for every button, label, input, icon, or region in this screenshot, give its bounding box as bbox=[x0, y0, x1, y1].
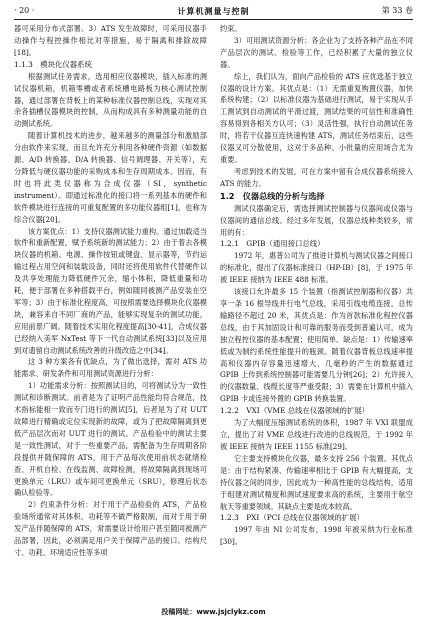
left-column-paragraph: 随着计算机技术的进步，越来越多的测量部分和激励部分由软件来实现，而且允许充分利用各种硬件资源（如数据源、A/D 转换器、D/A 转换器、信号调理器、开关等），充分降低与硬仪器功能的采购成本和生存周期成本。因而，有时也将此类仪器称为合成仪器（SI，synthetic instrument）。即通过标准化的接口将一系列基本的硬件和软件模块进行连接的可重复配置的多功能仪器组[1]，也称为综合仪器[20]。 bbox=[14, 131, 207, 224]
right-column-subsection-heading: 1.2.2 VXI（VME 总线在仪器领域的扩展） bbox=[220, 406, 370, 416]
right-column-paragraph: 1997 年由 NI 公司发布，1998 年被采纳为行业标准[30]。 bbox=[220, 525, 413, 547]
right-column-paragraph: 3）可用测试资源分析：各企业为了支持各种产品在不同产品层次的测试、检验等工作，已经积累了大量的独立仪器。 bbox=[220, 35, 413, 69]
left-column-paragraph: 1）功能需求分析：按照测试目的，可将测试分为一致性测试和诊断测试。前者是为了证明产品性能均符合规范，技术指标能相一致而专门进行的测试[5]，后者是为了对 UUT 故障进行精确或定位实现新的故障，或为了把故障隔离到更低产品层次而对 UUT 进行的测试。产品检验中的测试主要是一致性测试，对于一些重要产品，需配备为生存周期各阶段提供并随保障的 ATS，用于产品每次使用前状态就绪检查、开机自检、在线监测、故障检测，将故障隔离到现场可更换单元（LRU）或车间可更换单元（SRU），修理后状态确认检验等。 bbox=[14, 381, 207, 498]
left-column-paragraph: 器可采用分布式部署。3）ATS 发生故障时，可采用仪器手动操作与程控操作相比对等措施，易于隔离和排除故障[18]。 bbox=[14, 24, 207, 57]
left-column-paragraph: 该方案优点：1）支持仪器测试能力重构。通过加载适当软件和重新配置，赋予系统新的测试能力；2）由于着去各模块仪器的机箱、电源、操作按钮或键盘、显示器等，节约运输过程占用空间和装载设备，同时还将使用软件代替硬件以及共享处理能力降低硬件冗余，缩小体积，降低重量和功耗，便于部署在多种搭载平台，例如随同被测产品安装在空军等；3）由于标准化程度高，可按照需要选择模块化仪器模块，兼容来自不同厂商的产品，能够实现复杂的测试功能，应用前景广阔。随着技术实用化程度提高[30-41]，合成仪器已经纳入美军 NxTest 等下一代自动测试系统[33]以及应用到对遗留自动测试系统改善的升级改造之中[34]。 bbox=[14, 226, 207, 355]
left-column-paragraph: 2）约束条件分析：对于用于产品检验的 ATS，产品检验场所通常对其体积、功耗等不做严格限制，而对于用于研发产品伴随保障的 ATS，常需要设计给用户甚至随同被测产品部署，因此，必须满足用户关于保障产品的接口、结构尺寸、功耗、环境适应性等多项 bbox=[14, 500, 207, 557]
header-rule bbox=[14, 19, 413, 20]
right-column-paragraph: 测试仪器确定后，需选择测试控制器与仪器间或仪器与仪器间的通信总线。经过多年发展，仪器总线种类较多，常用的有： bbox=[220, 203, 413, 237]
left-column-subsection-heading: 1.1.3 模块化仪器系统 bbox=[14, 59, 92, 69]
right-column-paragraph: 它主要支持模块化仪器，最多支持 256 个装置。其优点是：由于结构紧凑、传输速率相比于 GPIB 有大幅提高，支持仪器之间的同步，因此成为一种高性能的总线结构，适用于组建对测试精度和测试速度要求高的系统，主要用于航空航天等重要领域。其缺点主要是成本较高。 bbox=[220, 453, 413, 511]
submission-url: 投稿网址：www.jsjclykz.com bbox=[161, 608, 266, 616]
left-column-paragraph: 根据测试任务需求，选用相应仪器模块，插入标准的测试仪器机箱，机箱零槽或者系统槽电路板为核心测试控制器，通过部署在背板上的某种标准仪器控制总线，实现对其余各插槽仪器模块的控制，从而构成具有多种测量功能的自动测试系统。 bbox=[14, 71, 207, 129]
right-column-subsection-heading: 1.2.1 GPIB（通用接口总线） bbox=[220, 239, 325, 249]
volume-label: 第 33 卷 bbox=[381, 6, 413, 15]
journal-title: 计算机测量与控制 bbox=[177, 6, 250, 16]
right-column-paragraph: 考虑到技术的发展，可在方案中留有合成仪器系统接入 ATS 的能力。 bbox=[220, 166, 413, 188]
running-header bbox=[14, 4, 413, 18]
right-column-section-heading: 1.2 仪器总线的分析与选择 bbox=[220, 190, 325, 201]
right-column bbox=[220, 23, 413, 601]
right-column-paragraph: 约束。 bbox=[220, 24, 242, 33]
right-column-paragraph: 该接口允许最多 15 个装置（指测试控制器和仪器）共享一条 16 根导线并行电气总线，采用引线电缆连接，总传输路径不超过 20 米，其优点是：作为首款标准化程控仪器总线，由于其加固设计和可靠的服务而受到普遍认可，成为独立程控仪器的基本配置；使用简单。缺点是：1）传输速率低或为制约系统性能提升的瓶颈。随着仪器背板总线速率提高和仪器内存容量迅速增大，几毫秒的产生的数据通过 GPIB 上传到系统控制器可能需要几分钟[26]；2）允许接入的仪器数量、线缆长度等严重受限；3）需要在计算机中插入 GPIB 卡或连接外置的 GPIB 转换装置。 bbox=[220, 287, 413, 404]
right-column-paragraph: 1972 年，惠普公司为了推进计算机与测试仪器之间接口的标准化，提出了仪器标准接口（HP-IB）[8]，于 1975 年被 IEEE 接纳为 IEEE 488 标准。 bbox=[220, 251, 413, 285]
right-column-paragraph: 为了大幅度压缩测试系统的体积，1987 年 VXI 联盟成立，提出了对 VME 总线进行改进的总线规范，于 1992 年被 IEEE 接纳为 IEEE 1155 标准[29]。 bbox=[220, 418, 413, 451]
page-number: · 20 · bbox=[14, 6, 35, 15]
left-column-paragraph: 这 3 种方案各有优缺点，为了做出选择，需对 ATS 功能需求、研发条件和可用测试资源进行分析： bbox=[14, 357, 207, 379]
right-column-subsection-heading: 1.2.3 PXI（PCI 总线在仪器领域的扩展） bbox=[220, 513, 364, 523]
right-column-paragraph: 综上，我们认为，面向产品检验的 ATS 应优选基于独立仪器的设计方案。其优点是：（1）无需重复购置仪器，加快系统构建；（2）以标准仪器为基础进行测试，易于实现从手工测试到自动测试的平滑过渡，测试结果的可信性和准确性容易得到各相关方认可；（3）灵活性强，执行自动测试任务时，将若干仪器互连快速构建 ATS，测试任务结束后，这些仪器又可分散使用，这对于多品种、小批量的应用场合尤为重要。 bbox=[220, 71, 413, 164]
left-column bbox=[14, 23, 207, 601]
